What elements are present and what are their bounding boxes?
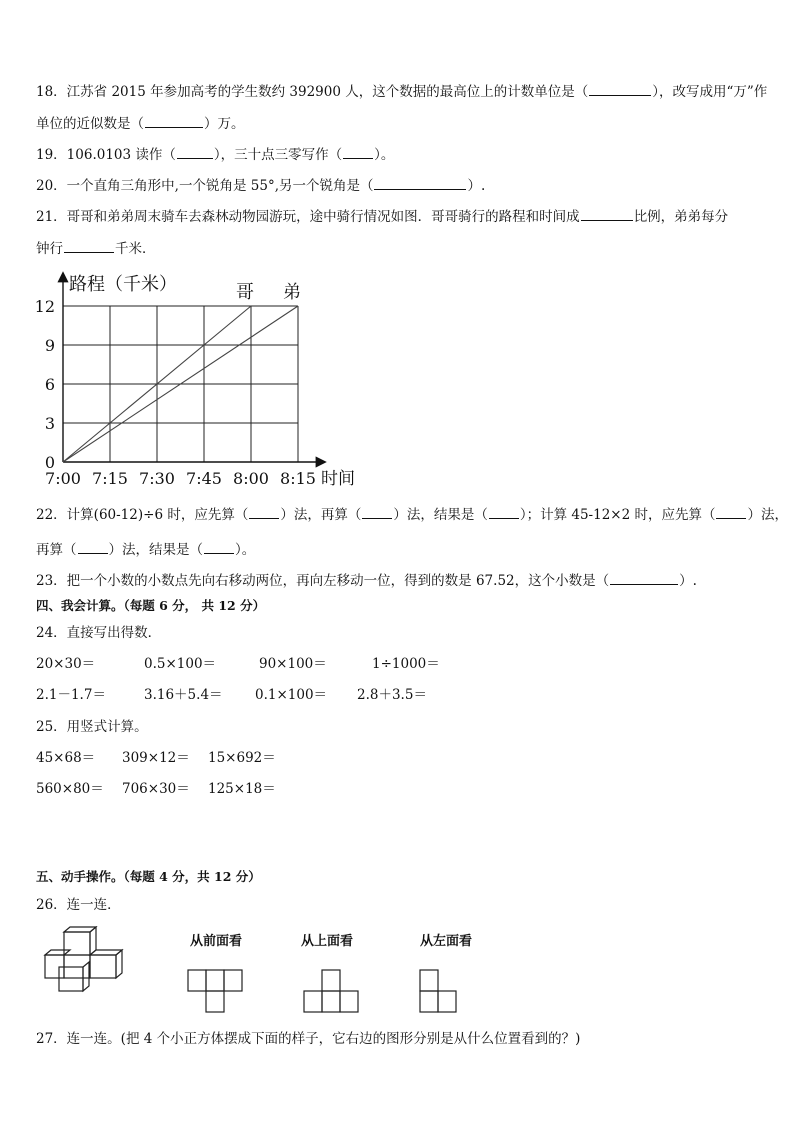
q20-line: 20．一个直角三角形中,一个锐角是 55°,另一个锐角是（ ）. bbox=[36, 178, 486, 194]
cube-arrangement-figure bbox=[40, 926, 140, 996]
q26-title: 26．连一连． bbox=[36, 897, 121, 913]
q18-line2: 单位的近似数是（ ）万。 bbox=[36, 116, 245, 132]
top-view-shape bbox=[302, 968, 382, 1018]
q27-title: 27．连一连。(把 4 个小正方体摆成下面的样子，它右边的图形分别是从什么位置看到的？) bbox=[36, 1031, 581, 1047]
q25-r2c2: 706×30＝ bbox=[122, 781, 190, 797]
q24-r2c4: 2.8＋3.5＝ bbox=[357, 687, 427, 703]
q18-blank-1[interactable] bbox=[589, 82, 651, 96]
q22-blank-4[interactable] bbox=[716, 505, 746, 519]
q22-blank-5[interactable] bbox=[78, 540, 108, 554]
x-axis-label: 时间 bbox=[321, 469, 355, 488]
q22-line2: 再算（ ）法，结果是（ ）。 bbox=[36, 542, 256, 558]
view-label-top: 从上面看 bbox=[301, 934, 354, 949]
q20-blank[interactable] bbox=[374, 176, 466, 190]
q22-blank-1[interactable] bbox=[249, 505, 279, 519]
x-tick-label: 7:15 bbox=[92, 469, 128, 488]
q24-r1c4: 1÷1000＝ bbox=[372, 656, 440, 672]
q24-r2c1: 2.1－1.7＝ bbox=[36, 687, 106, 703]
q25-r2c1: 560×80＝ bbox=[36, 781, 104, 797]
y-tick-label: 6 bbox=[44, 375, 55, 394]
q22-line1: 22．计算(60-12)÷6 时，应先算（ ）法，再算（ ）法，结果是（ ）；计算 45-12×2 时，应先算（ ）法， bbox=[36, 507, 788, 523]
y-tick-label: 12 bbox=[34, 297, 55, 316]
q18-line1: 18．江苏省 2015 年参加高考的学生数约 392900 人，这个数据的最高位上的计数单位是（ ），改写成用“万”作 bbox=[36, 84, 768, 100]
q21-blank-2[interactable] bbox=[64, 239, 114, 253]
q24-title: 24．直接写出得数． bbox=[36, 625, 162, 641]
q19-blank-1[interactable] bbox=[177, 145, 213, 159]
x-tick-label: 7:30 bbox=[139, 469, 175, 488]
y-tick-label: 9 bbox=[44, 336, 55, 355]
q23-line: 23．把一个小数的小数点先向右移动两位，再向左移动一位，得到的数是 67.52，这个小数是（ ）. bbox=[36, 573, 697, 589]
x-tick-label: 7:00 bbox=[45, 469, 81, 488]
series-label-0: 哥 bbox=[236, 282, 254, 303]
q22-blank-3[interactable] bbox=[489, 505, 519, 519]
q25-r1c3: 15×692＝ bbox=[208, 750, 276, 766]
q22-blank-2[interactable] bbox=[362, 505, 392, 519]
q21-line1: 21．哥哥和弟弟周末骑车去森林动物园游玩，途中骑行情况如图．哥哥骑行的路程和时间成 比例，弟弟每分 bbox=[36, 209, 729, 225]
view-label-left: 从左面看 bbox=[420, 934, 473, 949]
q23-blank[interactable] bbox=[610, 571, 678, 585]
q24-r1c3: 90×100＝ bbox=[259, 656, 327, 672]
q19-line: 19．106.0103 读作（ ），三十点三零写作（ ）。 bbox=[36, 147, 395, 163]
q22-blank-6[interactable] bbox=[204, 540, 234, 554]
series-label-1: 弟 bbox=[283, 282, 301, 303]
x-tick-label: 8:00 bbox=[233, 469, 269, 488]
q24-r1c2: 0.5×100＝ bbox=[144, 656, 217, 672]
view-label-front: 从前面看 bbox=[190, 934, 243, 949]
q18-blank-2[interactable] bbox=[145, 114, 203, 128]
section-4-heading: 四、我会计算。（每题 6 分， 共 12 分） bbox=[36, 598, 266, 613]
front-view-shape bbox=[186, 968, 266, 1018]
section-5-heading: 五、动手操作。（每题 4 分，共 12 分） bbox=[36, 869, 261, 884]
q21-line2: 钟行 千米． bbox=[36, 241, 156, 257]
q25-title: 25．用竖式计算。 bbox=[36, 719, 148, 735]
left-view-shape bbox=[418, 968, 478, 1018]
q25-r1c2: 309×12＝ bbox=[122, 750, 190, 766]
y-tick-label: 0 bbox=[44, 453, 55, 472]
q25-r2c3: 125×18＝ bbox=[208, 781, 276, 797]
y-tick-label: 3 bbox=[44, 414, 55, 433]
q25-r1c1: 45×68＝ bbox=[36, 750, 96, 766]
y-axis-label: 路程（千米） bbox=[69, 274, 177, 295]
q19-blank-2[interactable] bbox=[343, 145, 373, 159]
x-tick-label: 7:45 bbox=[186, 469, 222, 488]
x-tick-label: 8:15 bbox=[280, 469, 316, 488]
q24-r2c2: 3.16＋5.4＝ bbox=[144, 687, 223, 703]
q24-r1c1: 20×30＝ bbox=[36, 656, 96, 672]
q21-blank-1[interactable] bbox=[581, 207, 633, 221]
q24-r2c3: 0.1×100＝ bbox=[255, 687, 328, 703]
distance-time-chart bbox=[0, 268, 794, 488]
